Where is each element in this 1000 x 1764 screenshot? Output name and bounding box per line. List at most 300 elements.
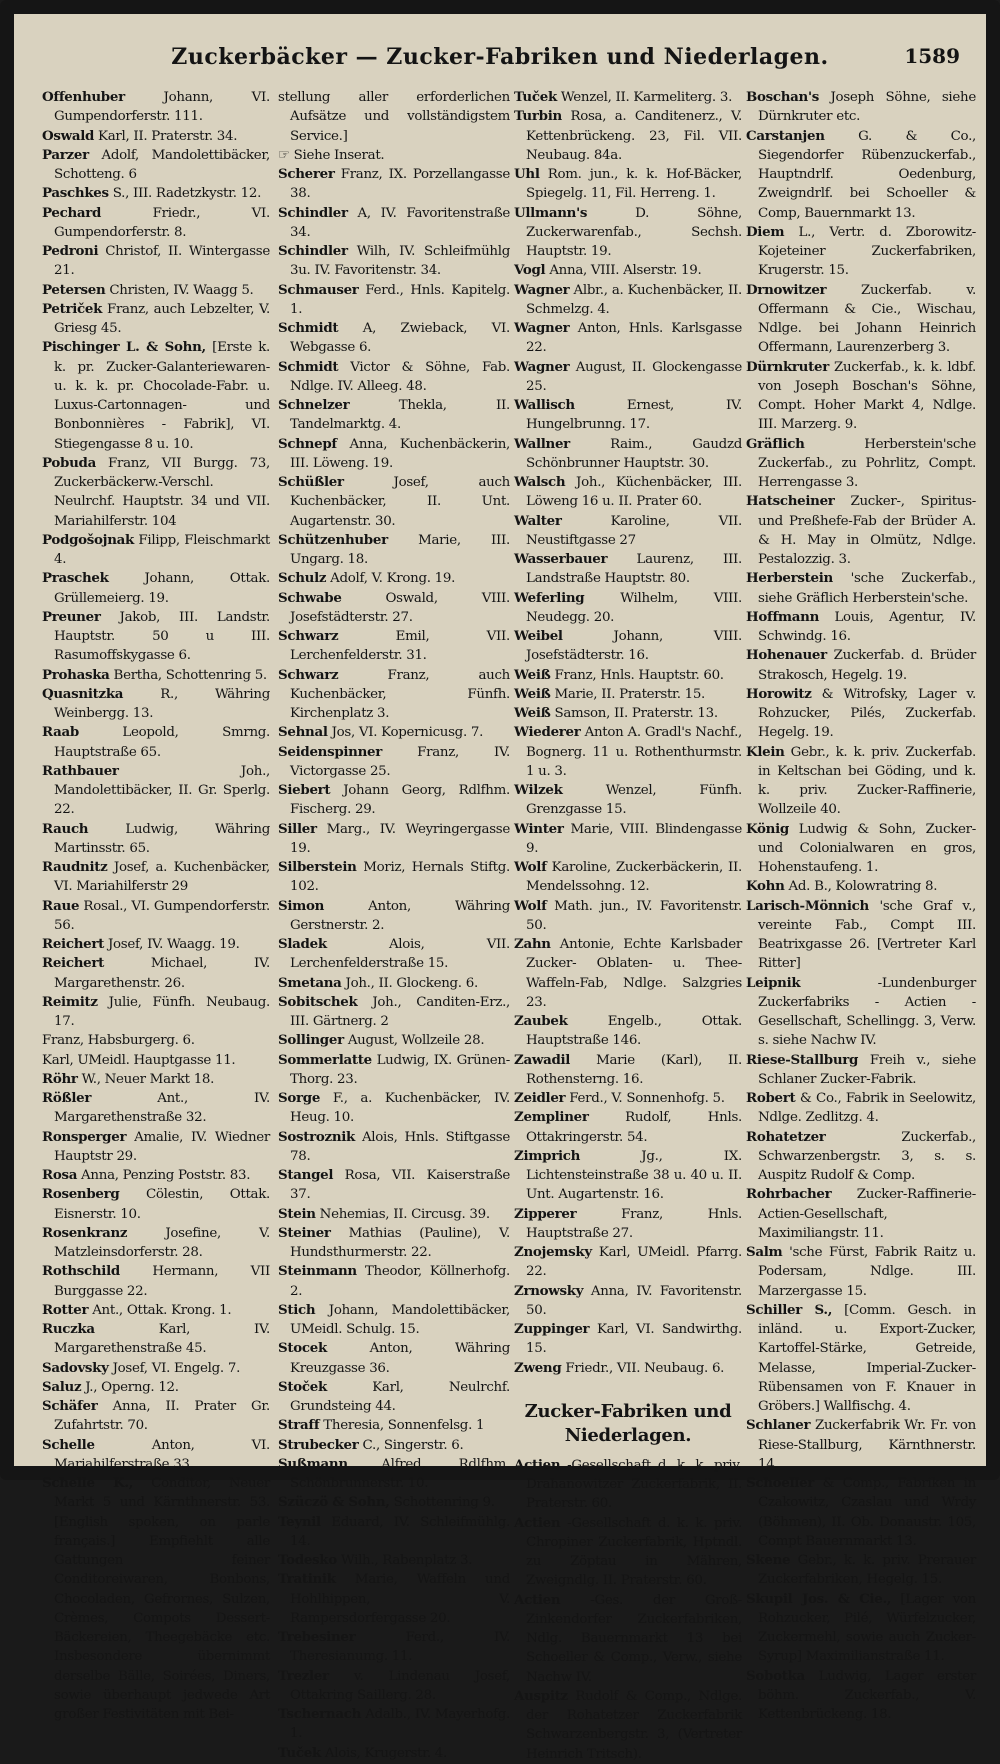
entry-details: 'sche Fürst, Fabrik Raitz u. Podersam, Ndlge. III. Marzergasse 15. <box>758 1245 976 1299</box>
entry-details: Ludwig, Lager erster böhm. Zuckerfab., V. Kettenbrückeng. 18. <box>758 1668 976 1722</box>
entry-name: Stocek <box>278 1340 327 1357</box>
entry-details: Theresia, Sonnenfelsg. 1 <box>323 1418 485 1434</box>
directory-entry <box>514 473 742 512</box>
entry-details: Zuckerfab. d. Brüder Strakosch, Hegelg. 19. <box>758 648 976 683</box>
entry-details: Ludwig, Währing Martinsstr. 65. <box>54 821 270 856</box>
column-1 <box>42 88 270 1722</box>
entry-name: Röhr <box>42 1070 78 1087</box>
entry-details: Adolf, Mandolettibäcker, Schotteng. 6 <box>54 147 270 182</box>
entry-name: Tuček <box>278 1744 321 1761</box>
entry-details: Marie, III. Ungarg. 18. <box>290 532 510 567</box>
entry-details: Josef, VI. Engelg. 7. <box>112 1360 241 1376</box>
entry-details: Thekla, II. Tandelmarktg. 4. <box>290 398 510 433</box>
directory-entry <box>278 88 510 146</box>
entry-details: Joh., Canditen-Erz., III. Gärtnerg. 2 <box>290 994 510 1029</box>
entry-details: Johann, VI. Gumpendorferstr. 111. <box>54 90 270 125</box>
directory-entry <box>514 820 742 859</box>
entry-details: Joh., Mandolettibäcker, II. Gr. Sperlg. 22. <box>54 763 270 818</box>
entry-name: Wallisch <box>514 397 575 413</box>
entry-name: Sommerlatte <box>278 1051 372 1068</box>
directory-entry <box>278 897 510 936</box>
entry-name: Siebert <box>278 782 331 798</box>
entry-name: Rotter <box>42 1301 89 1318</box>
entry-details: Anna, II. Prater Gr. Zufahrtstr. 70. <box>54 1399 270 1434</box>
directory-entry <box>42 1436 270 1475</box>
directory-entry <box>42 935 270 954</box>
entry-details: D. Söhne, Zuckerwarenfab., Sechsh. Hauptstr. 19. <box>526 205 742 259</box>
entry-details: Michael, IV. Margarethenstr. 26. <box>54 956 270 991</box>
directory-entry <box>278 1051 510 1090</box>
entry-name: Tuček <box>514 89 557 105</box>
entry-details: Leopold, Smrng. Hauptstraße 65. <box>54 725 270 760</box>
entry-details: Alois, VII. Lerchenfelderstraße 15. <box>290 937 510 972</box>
entry-details: Wenzel, Fünfh. Grenzgasse 15. <box>526 783 742 818</box>
entry-details: Karoline, Zuckerbäckerin, II. Mendelssohng. 12. <box>526 860 742 895</box>
directory-entry <box>42 1185 270 1224</box>
entry-name: Raue <box>42 897 80 914</box>
entry-name: Riese-Stallburg <box>746 1051 859 1068</box>
directory-entry <box>278 1705 510 1744</box>
directory-entry <box>42 685 270 724</box>
entry-name: Pechard <box>42 204 102 221</box>
directory-entry <box>278 358 510 397</box>
directory-entry <box>746 1051 976 1090</box>
entry-details: Joseph Söhne, siehe Dürnkruter etc. <box>758 90 976 125</box>
entry-name: Wagner <box>514 281 570 298</box>
entry-details: Marg., IV. Weyringergasse 19. <box>290 821 510 856</box>
entry-name: Drnowitzer <box>746 281 827 298</box>
entry-name: Reimitz <box>42 993 98 1010</box>
entry-details: Joh., Küchenbäcker, III. Löweng 16 u. II. Prater 60. <box>526 475 742 510</box>
entry-name: Skupil Jos. & Cie., <box>746 1590 892 1607</box>
entry-name: Dürnkruter <box>746 358 829 375</box>
entry-details: Franz, VII Burgg. 73, Zuckerbäckerw.-Verschl. Neulrchf. Hauptstr. 34 und VII. Mariahilferstr. 104 <box>54 455 270 529</box>
entry-name: Schelle <box>42 1436 95 1453</box>
entry-details: Franz, Hnls. Hauptstr. 60. <box>554 667 724 683</box>
directory-entry <box>746 897 976 974</box>
entry-name: König <box>746 820 789 837</box>
entry-details: Franz, auch Lebzelter, V. Griesg 45. <box>54 301 270 336</box>
entry-details: Karl, II. Praterstr. 34. <box>98 128 238 144</box>
entry-details: Gebr., k. k. priv. Zuckerfab. in Keltschan bei Göding, und k. k. priv. Zucker-Raffinerie, Wollzeile 40. <box>758 744 976 818</box>
entry-name: Schwarz <box>278 666 339 683</box>
directory-entry <box>514 1205 742 1244</box>
entry-name: Seidenspinner <box>278 743 383 760</box>
directory-entry <box>746 435 976 493</box>
directory-entry <box>514 1243 742 1282</box>
directory-entry <box>514 1051 742 1090</box>
entry-name: Znojemsky <box>514 1244 592 1260</box>
entry-name: Saluz <box>42 1378 82 1395</box>
directory-entry <box>278 993 510 1032</box>
directory-entry <box>278 435 510 474</box>
entry-details: Karl, UMeidl. Hauptgasse 11. <box>42 1052 236 1068</box>
directory-entry <box>278 281 510 320</box>
entry-details: Mathias (Pauline), V. Hundsthurmerstr. 22. <box>290 1225 510 1260</box>
entry-details: Eduard, IV. Schleifmühlg. 14. <box>290 1514 510 1549</box>
directory-entry <box>514 858 742 897</box>
directory-entry <box>42 1359 270 1378</box>
directory-entry <box>42 1262 270 1301</box>
directory-entry <box>746 743 976 820</box>
directory-entry <box>278 1493 510 1512</box>
entry-details: A, IV. Favoritenstraße 34. <box>290 205 510 240</box>
directory-entry <box>278 974 510 993</box>
entry-name: Winter <box>514 820 564 837</box>
entry-name: Uhl <box>514 166 540 182</box>
directory-entry <box>278 1551 510 1570</box>
entry-details: August, II. Glockengasse 25. <box>526 359 742 394</box>
entry-name: Schiller S., <box>746 1301 833 1318</box>
entry-details: Filipp, Fleischmarkt 4. <box>54 532 270 567</box>
entry-name: Klein <box>746 743 785 760</box>
entry-name: Leipnik <box>746 974 801 991</box>
entry-name: Szüczö & Sohn, <box>278 1494 390 1511</box>
entry-details: Ferd., IV. Theresianumg. 11. <box>290 1630 510 1665</box>
entry-name: Todesko <box>278 1552 337 1568</box>
entry-name: Offenhuber <box>42 89 125 105</box>
entry-name: Walter <box>514 512 562 529</box>
entry-name: Sobotka <box>746 1667 805 1684</box>
entry-details: Marie (Karl), II. Rothensterng. 16. <box>526 1052 742 1087</box>
entry-details: Raim., Gaudzd Schönbrunner Hauptstr. 30. <box>526 436 742 471</box>
entry-name: Sehnal <box>278 724 328 741</box>
entry-details: Rudolf & Comp., Ndlge. der Rohatetzer Zuckerfabrik Schwarzenbergstr. 3, (Vertreter Heinrich Tritsch). <box>526 1688 742 1762</box>
entry-name: Schindler <box>278 204 348 221</box>
entry-name: Carstanjen <box>746 127 825 144</box>
entry-details: Zuckerfab., Schwarzenbergstr. 3, s. s. Auspitz Rudolf & Comp. <box>758 1129 976 1183</box>
entry-name: Schmidt <box>278 320 339 336</box>
directory-entry <box>42 1320 270 1359</box>
entry-name: Rosenberg <box>42 1186 120 1203</box>
entry-name: Reichert <box>42 955 104 972</box>
directory-entry <box>514 666 742 685</box>
directory-entry <box>746 1551 976 1590</box>
entry-name: Schoeller <box>746 1475 815 1491</box>
entry-name: Boschan's <box>746 89 820 105</box>
directory-entry <box>42 300 270 339</box>
directory-entry <box>42 88 270 127</box>
entry-details: Emil, VII. Lerchenfelderstr. 31. <box>290 629 510 664</box>
entry-name: Salm <box>746 1244 783 1260</box>
entry-name: Weferling <box>514 589 585 606</box>
entry-name: Rohrbacher <box>746 1186 832 1203</box>
entry-name: Schnepf <box>278 435 337 452</box>
directory-entry <box>42 1397 270 1436</box>
directory-entry <box>514 589 742 628</box>
entry-details: Ludwig, IX. Grünen-Thorg. 23. <box>290 1052 510 1087</box>
entry-details: Math. jun., IV. Favoritenstr. 50. <box>526 898 742 933</box>
entry-details: 'sche Graf v., vereinte Fab., Compt III. Beatrixgasse 26. [Vertreter Karl Ritter] <box>758 898 976 972</box>
directory-entry <box>514 1591 742 1687</box>
entry-name: Zeidler <box>514 1090 566 1106</box>
directory-entry <box>278 1378 510 1417</box>
entry-details: & Comp., Fabriken in Czakowitz, Czaslau und Wrdy (Böhmen), II. Ob. Donaustr. 105, Compt Bauernmarkt 13. <box>758 1476 976 1549</box>
directory-entry <box>746 88 976 127</box>
entry-name: Wolf <box>514 897 547 914</box>
entry-name: Weiß <box>514 666 551 683</box>
entry-details: Schottenring 9. <box>393 1495 495 1511</box>
entry-name: Vogl <box>514 262 546 279</box>
page-number: 1589 <box>904 44 960 68</box>
entry-details: Jg., IX. Lichtensteinstraße 38 u. 40 u. II. Unt. Augartenstr. 16. <box>526 1148 742 1203</box>
entry-details: Hermann, VII Burggasse 22. <box>54 1264 270 1299</box>
entry-details: Amalie, IV. Wiedner Hauptstr 29. <box>54 1129 270 1164</box>
entry-details: Anna, IV. Favoritenstr. 50. <box>526 1283 742 1318</box>
entry-name: Weiß <box>514 705 551 721</box>
directory-entry <box>278 1128 510 1167</box>
entry-name: Turbin <box>514 108 562 125</box>
entry-name: Praschek <box>42 570 109 587</box>
entry-name: Tratinik <box>278 1571 336 1588</box>
directory-entry <box>42 146 270 185</box>
directory-entry <box>278 1628 510 1667</box>
entry-details: Samson, II. Praterstr. 13. <box>554 706 718 721</box>
entry-name: Rauch <box>42 820 89 837</box>
directory-entry <box>42 127 270 146</box>
directory-entry <box>42 897 270 936</box>
entry-name: Petersen <box>42 281 106 298</box>
entry-details: Johann, Mandolettibäcker, UMeidl. Schulg. 15. <box>290 1302 510 1337</box>
page-title: Zuckerbäcker — Zucker-Fabriken und Niederlagen. <box>171 44 829 70</box>
entry-name: Zrnowsky <box>514 1282 584 1299</box>
entry-name: Schwabe <box>278 589 342 606</box>
entry-name: Raab <box>42 724 79 741</box>
entry-name: Trebesiner <box>278 1629 356 1645</box>
directory-entry <box>278 858 510 897</box>
directory-entry <box>278 743 510 782</box>
directory-entry <box>746 1089 976 1128</box>
directory-entry <box>42 954 270 993</box>
directory-entry <box>278 1744 510 1763</box>
entry-name: Reichert <box>42 936 104 952</box>
directory-entry <box>514 685 742 704</box>
entry-name: Schulz <box>278 570 327 587</box>
entry-details: Ferd., V. Sonnenhofg. 5. <box>569 1091 725 1106</box>
entry-name: Sostroznik <box>278 1128 356 1145</box>
entry-name: Schmidt <box>278 358 339 375</box>
directory-entry <box>514 1147 742 1205</box>
directory-entry <box>514 1108 742 1147</box>
entry-name: Steinmann <box>278 1263 357 1280</box>
entry-details: Ant., Ottak. Krong. 1. <box>92 1302 232 1318</box>
entry-name: Skene <box>746 1552 791 1568</box>
entry-details: C., Singerstr. 6. <box>362 1437 464 1453</box>
entry-name: Siller <box>278 820 317 837</box>
directory-entry <box>514 88 742 107</box>
directory-entry <box>42 1051 270 1070</box>
section-heading: Zucker-Fabriken und Niederlagen. <box>524 1400 732 1446</box>
entry-details: Anton A. Gradl's Nachf., Bognerg. 11 u. Rothenthurmstr. 1 u. 3. <box>526 725 742 779</box>
directory-entry <box>42 1301 270 1320</box>
entry-details: & Witrofsky, Lager v. Rohzucker, Pilés, Zuckerfab. Hegelg. 19. <box>758 686 976 741</box>
directory-entry <box>746 1301 976 1417</box>
directory-entry <box>278 1416 510 1435</box>
entry-details: Anton, Währing Kreuzgasse 36. <box>290 1341 510 1376</box>
directory-entry <box>42 1031 270 1050</box>
entry-name: Wagner <box>514 320 570 336</box>
entry-details: Rudolf, Hnls. Ottakringerstr. 54. <box>526 1110 742 1145</box>
directory-entry <box>42 608 270 666</box>
entry-name: Rathbauer <box>42 762 119 779</box>
directory-entry <box>746 569 976 608</box>
directory-entry <box>278 1224 510 1263</box>
entry-name: Prohaska <box>42 666 110 683</box>
directory-entry <box>514 512 742 551</box>
entry-details: Ad. B., Kolowratring 8. <box>788 879 938 895</box>
entry-name: Pedroni <box>42 243 99 259</box>
entry-details: Bertha, Schottenring 5. <box>113 667 267 683</box>
directory-entry <box>278 146 510 165</box>
directory-entry <box>746 685 976 743</box>
entry-name: Schwarz <box>278 628 339 644</box>
directory-entry <box>278 723 510 742</box>
entry-details: A, Zwieback, VI. Webgasse 6. <box>290 321 510 356</box>
entry-name: Stich <box>278 1301 316 1318</box>
entry-name: Smetana <box>278 974 342 991</box>
directory-entry <box>746 974 976 1051</box>
entry-name: Straff <box>278 1417 320 1434</box>
directory-entry <box>278 1262 510 1301</box>
entry-details: Karoline, VII. Neustiftgasse 27 <box>526 513 742 548</box>
directory-entry <box>278 1205 510 1224</box>
entry-name: Schäfer <box>42 1398 98 1414</box>
entry-name: Preuner <box>42 608 101 625</box>
entry-details: Rosa, a. Canditenerz., V. Kettenbrückeng. 23, Fil. VII. Neubaug. 84a. <box>526 109 742 163</box>
directory-entry <box>42 666 270 685</box>
entry-details: Rosa, VII. Kaiserstraße 37. <box>290 1168 510 1203</box>
entry-details: Oswald, VIII. Josefstädterstr. 27. <box>290 590 510 625</box>
directory-entry <box>42 1224 270 1263</box>
entry-name: Zempliner <box>514 1109 589 1126</box>
entry-details: Josefine, V. Matzleinsdorferstr. 28. <box>54 1225 270 1260</box>
entry-details: Marie, II. Praterstr. 15. <box>554 686 705 702</box>
directory-entry <box>514 935 742 1012</box>
entry-details: Ferd., Hnls. Kapitelg. 1. <box>290 282 510 317</box>
directory-entry <box>514 165 742 204</box>
entry-details: Wenzel, II. Karmeliterg. 3. <box>560 90 733 105</box>
entry-name: Stein <box>278 1205 316 1222</box>
directory-entry <box>278 666 510 724</box>
directory-entry <box>514 107 742 165</box>
entry-name: Actien <box>514 1514 561 1531</box>
entry-details: G. & Co., Siegendorfer Rübenzuckerfab., Hauptndrlf. Oedenburg, Zweigndrlf. bei Schoeller & Comp, Bauernmarkt 13. <box>758 128 976 221</box>
entry-name: Sorge <box>278 1090 321 1106</box>
directory-entry <box>42 1378 270 1397</box>
directory-entry <box>514 550 742 589</box>
directory-entry <box>278 1436 510 1455</box>
entry-details: R., Währing Weinbergg. 13. <box>54 686 270 721</box>
directory-entry <box>42 762 270 820</box>
entry-details: F., a. Kuchenbäcker, IV. Heug. 10. <box>290 1091 510 1126</box>
entry-name: Actien <box>514 1456 561 1473</box>
entry-details: Anton, Hnls. Karlsgasse 22. <box>526 321 742 356</box>
directory-entry <box>42 820 270 859</box>
directory-entry <box>278 569 510 588</box>
directory-entry <box>746 820 976 878</box>
entry-details: ☞ Siehe Inserat. <box>278 147 385 163</box>
entry-name: Raudnitz <box>42 859 108 875</box>
entry-details: v. Lindenau Josef, Ottakring Saillerg. 28. <box>290 1668 510 1703</box>
entry-details: Alfred, Rdlfhm. Schönbrunnerstr. 10. <box>290 1456 510 1491</box>
directory-entry <box>42 1128 270 1167</box>
entry-name: Schnelzer <box>278 397 350 413</box>
directory-entry <box>42 184 270 203</box>
directory-entry <box>278 473 510 531</box>
entry-name: Silberstein <box>278 859 357 875</box>
entry-details: Laurenz, III. Landstraße Hauptstr. 80. <box>526 552 742 587</box>
entry-name: Paschkes <box>42 185 109 202</box>
entry-details: Wilh., Rabenplatz 3. <box>340 1553 473 1568</box>
directory-entry <box>746 1474 976 1551</box>
directory-entry <box>746 1128 976 1186</box>
directory-entry <box>746 877 976 896</box>
column-2 <box>278 88 510 1761</box>
directory-entry <box>514 1320 742 1359</box>
entry-details: Karl, VI. Sandwirthg. 15. <box>526 1322 742 1357</box>
entry-name: Rohatetzer <box>746 1128 826 1145</box>
entry-name: Weibel <box>514 628 563 644</box>
directory-entry <box>746 281 976 358</box>
entry-details: Ludwig & Sohn, Zucker- und Colonialwaren en gros, Hohenstaufeng. 1. <box>758 821 976 875</box>
directory-entry <box>42 1070 270 1089</box>
directory-entry <box>746 1416 976 1474</box>
directory-entry <box>278 242 510 281</box>
directory-entry <box>746 608 976 647</box>
entry-name: Zuppinger <box>514 1321 590 1337</box>
directory-entry <box>278 589 510 628</box>
entry-details: Franz, IV. Victorgasse 25. <box>290 744 510 779</box>
entry-name: Auspitz <box>514 1687 568 1704</box>
directory-entry <box>514 1456 742 1514</box>
entry-details: August, Wollzeile 28. <box>347 1033 485 1049</box>
directory-entry <box>746 492 976 569</box>
entry-details: -Ges. der Groß-Zinkendorfer Zuckerfabriken, Ndlg. Bauernmarkt 13 bei Schoeller & Comp., Verw., siehe Nachw IV. <box>526 1592 742 1685</box>
entry-details: [Comm. Gesch. in inländ. u. Export-Zucker, Kartoffel-Stärke, Getreide, Melasse, Imperial-Zucker-Rübensamen von F. Knauer in Gröbers.] Wallfischg. 4. <box>758 1302 976 1414</box>
entry-name: Stangel <box>278 1167 334 1183</box>
column-3 <box>514 88 742 1762</box>
entry-name: Steiner <box>278 1224 331 1241</box>
directory-entry <box>278 1513 510 1552</box>
directory-entry <box>278 935 510 974</box>
entry-details: Johann, VIII. Josefstädterstr. 16. <box>526 629 742 664</box>
entry-name: Larisch-Mönnich <box>746 897 869 914</box>
entry-name: Zipperer <box>514 1205 577 1222</box>
entry-details: Freih v., siehe Schlaner Zucker-Fabrik. <box>758 1052 976 1087</box>
entry-details: Anna, Kuchenbäckerin, III. Löweng. 19. <box>290 436 510 471</box>
entry-details: Victor & Söhne, Fab. Ndlge. IV. Alleeg. 48. <box>290 359 510 394</box>
entry-name: Horowitz <box>746 685 812 702</box>
directory-entry <box>42 242 270 281</box>
entry-name: Quasnitzka <box>42 685 124 702</box>
entry-details: stellung aller erforderlichen Aufsätze und vollständigstem Service.] <box>278 90 510 144</box>
entry-details: Franz, auch Kuchenbäcker, Fünfh. Kirchenplatz 3. <box>290 667 510 721</box>
entry-name: Hohenauer <box>746 647 827 664</box>
entry-details: Herberstein'sche Zuckerfab., zu Pohrlitz, Compt. Herrengasse 3. <box>758 436 976 490</box>
entry-name: Ronsperger <box>42 1128 127 1145</box>
entry-name: Hoffmann <box>746 608 820 625</box>
entry-name: Actien <box>514 1591 561 1608</box>
directory-entry <box>278 319 510 358</box>
entry-name: Wagner <box>514 358 570 375</box>
entry-details: Zuckerfab., k. k. ldbf. von Joseph Boschan's Söhne, Compt. Hoher Markt 4, Ndlge. III. Marzerg. 9. <box>758 359 976 433</box>
directory-entry <box>514 435 742 474</box>
directory-entry <box>746 127 976 223</box>
entry-details: Josef, IV. Waagg. 19. <box>107 937 240 952</box>
entry-details: Joh., II. Glockeng. 6. <box>345 975 478 991</box>
entry-name: Zweng <box>514 1359 562 1376</box>
directory-entry <box>514 396 742 435</box>
